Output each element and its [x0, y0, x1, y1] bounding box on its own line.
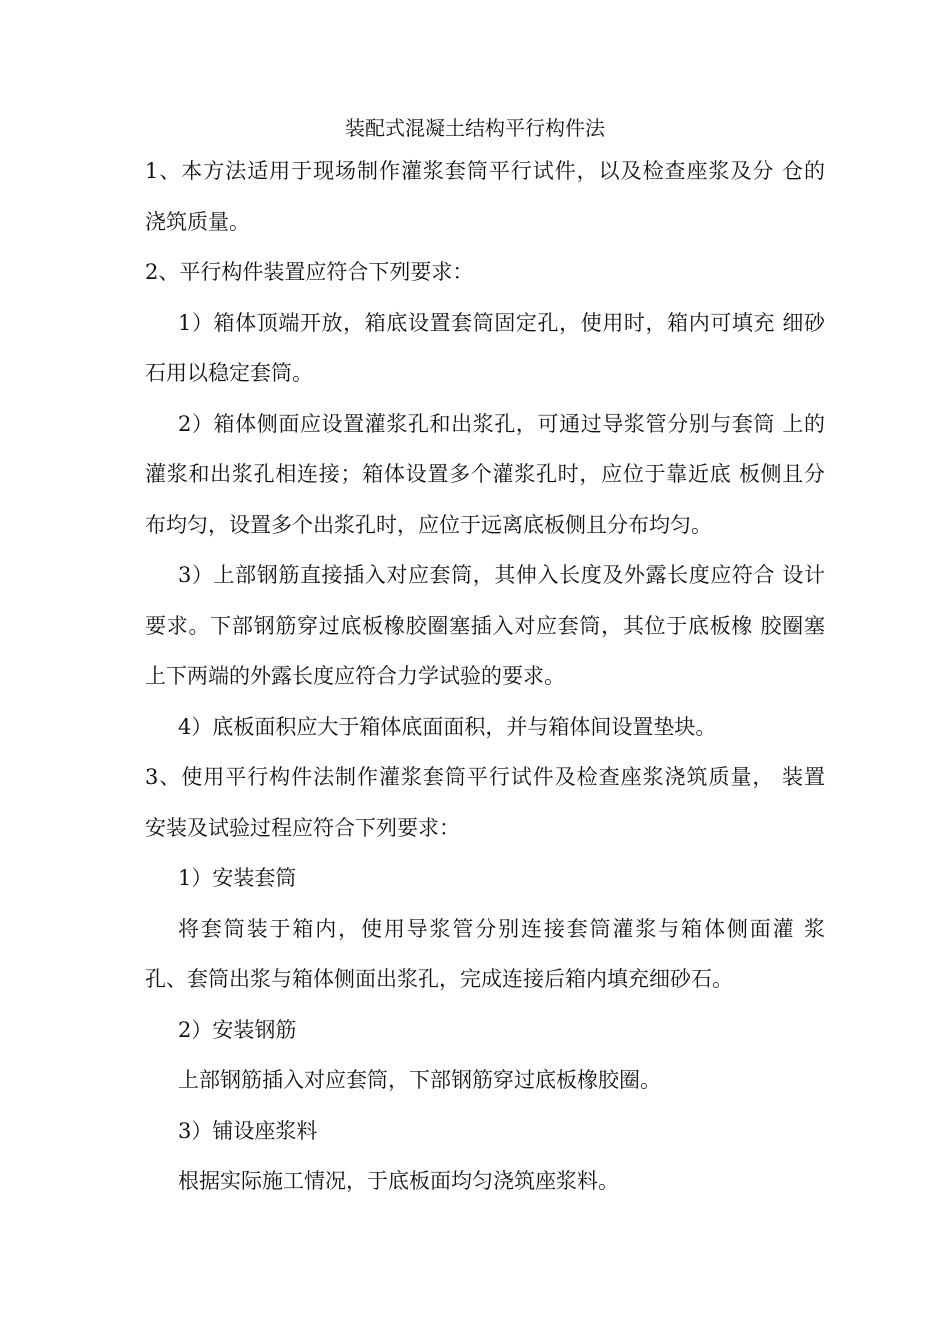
body-line: 安装及试验过程应符合下列要求： [145, 815, 460, 840]
body-line: 1）安装套筒 [178, 866, 297, 890]
body-line: 上部钢筋插入对应套筒，下部钢筋穿过底板橡胶圈。 [178, 1068, 661, 1092]
body-line: 2）安装钢筋 [178, 1017, 297, 1042]
body-line: 浇筑质量。 [145, 209, 250, 234]
document-title: 装配式混凝土结构平行构件法 [345, 116, 605, 140]
body-line: 根据实际施工情况，于底板面均匀浇筑座浆料。 [178, 1169, 619, 1193]
body-line: 3）铺设座浆料 [178, 1118, 318, 1143]
body-line: 要求。下部钢筋穿过底板橡胶圈塞插入对应套筒，其位于底板橡 胶圈塞 [145, 613, 825, 638]
body-line: 将套筒装于箱内，使用导浆管分别连接套筒灌浆与箱体侧面灌 浆 [178, 916, 825, 941]
body-line: 2、平行构件装置应符合下列要求： [145, 260, 474, 284]
body-line: 孔、套筒出浆与箱体侧面出浆孔，完成连接后箱内填充细砂石。 [145, 967, 733, 991]
body-line: 上下两端的外露长度应符合力学试验的要求。 [145, 664, 565, 688]
body-line: 石用以稳定套筒。 [145, 361, 313, 385]
body-line: 灌浆和出浆孔相连接；箱体设置多个灌浆孔时，应位于靠近底 板侧且分 [145, 462, 825, 486]
body-line: 1）箱体顶端开放，箱底设置套筒固定孔，使用时，箱内可填充 细砂 [178, 310, 825, 335]
body-line: 布均匀，设置多个出浆孔时，应位于远离底板侧且分布均匀。 [145, 512, 712, 537]
body-line: 3）上部钢筋直接插入对应套筒，其伸入长度及外露长度应符合 设计 [178, 563, 825, 587]
body-line: 4）底板面积应大于箱体底面面积，并与箱体间设置垫块。 [178, 714, 717, 739]
body-line: 2）箱体侧面应设置灌浆孔和出浆孔，可通过导浆管分别与套筒 上的 [178, 411, 825, 436]
document-body [145, 151, 825, 1212]
body-line: 1、本方法适用于现场制作灌浆套筒平行试件，以及检查座浆及分 仓的 [145, 159, 825, 183]
body-line: 3、使用平行构件法制作灌浆套筒平行试件及检查座浆浇筑质量， 装置 [145, 765, 825, 789]
